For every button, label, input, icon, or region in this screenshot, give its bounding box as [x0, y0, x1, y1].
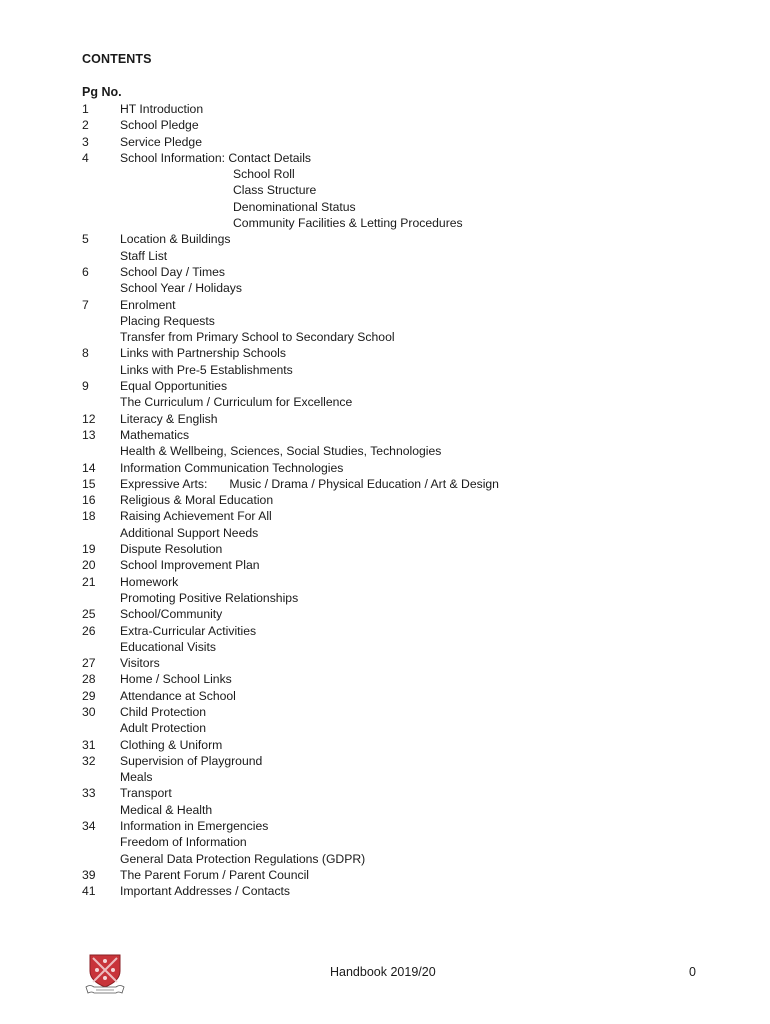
toc-entry-title-text: Medical & Health: [120, 802, 213, 817]
toc-entry-title: [120, 117, 199, 133]
toc-entry-title: [120, 704, 206, 720]
toc-entry: [82, 883, 682, 899]
toc-entry: [82, 688, 682, 704]
toc-page-number: 3: [82, 134, 89, 149]
toc-page-number: 41: [82, 884, 96, 899]
toc-entry-title-text: Promoting Positive Relationships: [120, 590, 299, 605]
toc-page-number: 12: [82, 411, 96, 426]
toc-entry-title-text: Placing Requests: [120, 313, 215, 328]
toc-page-number: 14: [82, 460, 96, 475]
school-crest-icon: [84, 951, 126, 997]
toc-entry-title: [120, 411, 218, 427]
toc-entry-title: [120, 476, 499, 492]
toc-page-number: 15: [82, 476, 96, 491]
toc-entry-title-text: Information in Emergencies: [120, 819, 269, 834]
toc-entry-title-text: Community Facilities & Letting Procedures: [233, 216, 463, 231]
toc-page-number: 9: [82, 379, 89, 394]
toc-entry-title-text: School Year / Holidays: [120, 281, 242, 296]
toc-entry: [82, 623, 682, 639]
toc-page-number: 18: [82, 509, 96, 524]
toc-entry: [82, 671, 682, 687]
toc-entry: [82, 508, 682, 524]
toc-page-number: 8: [82, 346, 89, 361]
toc-entry-title: [120, 378, 227, 394]
toc-entry: [82, 427, 682, 443]
toc-entry-title: [120, 280, 242, 296]
toc-entry-title: [120, 443, 441, 459]
toc-page-number: 29: [82, 688, 96, 703]
toc-entry-title-text: Transfer from Primary School to Secondary School: [120, 330, 395, 345]
toc-entry: [82, 753, 682, 769]
toc-entry-title-text: School Pledge: [120, 118, 199, 133]
toc-entry-title: [120, 623, 256, 639]
toc-entry: [82, 525, 682, 541]
toc-entry: [82, 639, 682, 655]
toc-entry-title-text: Equal Opportunities: [120, 379, 228, 394]
toc-entry-title: [120, 590, 298, 606]
toc-entry-title-text: The Parent Forum / Parent Council: [120, 867, 309, 882]
toc-entry-title-text: Child Protection: [120, 704, 207, 719]
toc-entry: [82, 557, 682, 573]
toc-entry-title-text: Additional Support Needs: [120, 525, 259, 540]
toc-entry-title: [120, 720, 206, 736]
toc-page-number: 39: [82, 867, 96, 882]
toc-entry-title-text: Freedom of Information: [120, 835, 247, 850]
toc-entry-title: [120, 492, 273, 508]
toc-page-number: 1: [82, 102, 89, 116]
toc-page-number: 5: [82, 232, 89, 247]
toc-entry-title-text: Class Structure: [233, 183, 317, 198]
toc-entry: [82, 460, 682, 476]
toc-entry-title: [120, 818, 268, 834]
toc-entry: [82, 411, 682, 427]
toc-page-number: 20: [82, 558, 96, 573]
toc-page-number: 32: [82, 753, 96, 768]
toc-entry-title: [120, 264, 225, 280]
toc-entry: [82, 101, 682, 117]
toc-entry: [82, 134, 682, 150]
toc-entry-title-text: Visitors: [120, 656, 160, 671]
toc-entry-title-text: Health & Wellbeing, Sciences, Social Studies, Technologies: [120, 444, 442, 459]
toc-entry-title: [120, 557, 260, 573]
toc-entry: [82, 492, 682, 508]
toc-entry-title: [120, 231, 230, 247]
toc-entry-title: [120, 150, 311, 166]
toc-entry-title: [120, 769, 153, 785]
toc-entry-title-text: HT Introduction: [120, 102, 204, 116]
toc-page-number: 19: [82, 542, 96, 557]
toc-entry: [82, 606, 682, 622]
toc-page-number: 30: [82, 704, 96, 719]
toc-entry: [82, 737, 682, 753]
toc-entry: [82, 345, 682, 361]
toc-entry-title-text: Denominational Status: [233, 199, 356, 214]
toc-entry-title-text: Homework: [120, 574, 179, 589]
contents-heading: CONTENTS: [82, 52, 152, 66]
toc-entry-title-text: Links with Partnership Schools: [120, 346, 286, 361]
toc-entry: [82, 541, 682, 557]
toc-entry: [82, 704, 682, 720]
toc-entry-title: [233, 182, 316, 198]
toc-page-number: 34: [82, 819, 96, 834]
toc-entry-title: [120, 737, 222, 753]
toc-entry: [82, 769, 682, 785]
toc-entry: [82, 720, 682, 736]
toc-entry: [82, 280, 682, 296]
toc-entry-title: [120, 639, 216, 655]
toc-entry-title-text: Raising Achievement For All: [120, 509, 272, 524]
toc-page-number: 28: [82, 672, 96, 687]
table-of-contents: [82, 101, 682, 900]
toc-entry-title-text: Information Communication Technologies: [120, 460, 344, 475]
toc-entry-title-text: Home / School Links: [120, 672, 232, 687]
toc-page-number: 31: [82, 737, 96, 752]
toc-page-number: 21: [82, 574, 96, 589]
toc-entry: [82, 655, 682, 671]
toc-entry-title-text: Supervision of Playground: [120, 753, 263, 768]
toc-entry-title: [120, 345, 286, 361]
toc-entry: [82, 590, 682, 606]
toc-entry-title: [120, 867, 309, 883]
toc-entry-title-text: Location & Buildings: [120, 232, 231, 247]
toc-entry: [82, 476, 682, 492]
toc-entry-title: [120, 427, 189, 443]
toc-entry-title: [120, 802, 212, 818]
toc-entry: [82, 867, 682, 883]
toc-page-number: 33: [82, 786, 96, 801]
toc-entry: [82, 117, 682, 133]
toc-entry-title-text: School/Community: [120, 607, 223, 622]
toc-entry-title-text: Educational Visits: [120, 639, 216, 654]
toc-entry-title: [120, 101, 203, 117]
toc-entry-title-text: Attendance at School: [120, 688, 236, 703]
toc-entry-title: [120, 606, 222, 622]
toc-entry-title: [120, 362, 293, 378]
toc-entry-title: [120, 883, 290, 899]
toc-entry: [82, 199, 682, 215]
toc-entry: [82, 248, 682, 264]
toc-entry: [82, 574, 682, 590]
toc-entry: [82, 231, 682, 247]
toc-entry-title: [120, 851, 365, 867]
toc-entry: [82, 313, 682, 329]
toc-entry-title: [120, 329, 395, 345]
toc-entry-title: [120, 460, 343, 476]
toc-entry-title-text: School Day / Times: [120, 264, 225, 279]
toc-entry: [82, 443, 682, 459]
footer-page-number: 0: [689, 965, 696, 979]
toc-entry: [82, 215, 682, 231]
toc-entry-title-text: Service Pledge: [120, 134, 202, 149]
toc-entry: [82, 785, 682, 801]
toc-entry-title: [120, 753, 262, 769]
toc-entry-subjects: Music / Drama / Physical Education / Art & Design: [229, 476, 499, 491]
toc-entry-title: [120, 508, 272, 524]
toc-entry-title: [233, 215, 463, 231]
toc-entry: [82, 150, 682, 166]
toc-entry-title-text: Dispute Resolution: [120, 542, 223, 557]
toc-entry: [82, 297, 682, 313]
toc-entry-title: [120, 574, 178, 590]
toc-entry: [82, 834, 682, 850]
toc-entry-title: [120, 541, 222, 557]
toc-page-number: 25: [82, 607, 96, 622]
toc-entry-title-text: Mathematics: [120, 427, 190, 442]
toc-entry-title-text: Meals: [120, 770, 153, 785]
toc-entry-title: [120, 785, 172, 801]
toc-entry-title: [120, 688, 236, 704]
toc-entry-title-text: Literacy & English: [120, 411, 218, 426]
page-number-column-label: Pg No.: [82, 85, 122, 99]
toc-page-number: 6: [82, 264, 89, 279]
toc-entry: [82, 851, 682, 867]
toc-entry-title-text: School Roll: [233, 167, 295, 182]
toc-page-number: 26: [82, 623, 96, 638]
toc-entry: [82, 182, 682, 198]
toc-entry-title: [233, 199, 356, 215]
toc-entry: [82, 394, 682, 410]
toc-entry-title: [120, 655, 160, 671]
toc-entry-title-text: The Curriculum / Curriculum for Excellence: [120, 395, 353, 410]
toc-entry: [82, 329, 682, 345]
toc-entry: [82, 818, 682, 834]
toc-entry-title: [120, 313, 215, 329]
toc-page-number: 2: [82, 118, 89, 133]
toc-entry-title-text: Clothing & Uniform: [120, 737, 223, 752]
toc-entry-title: [120, 297, 176, 313]
toc-page-number: 13: [82, 427, 96, 442]
toc-page-number: 7: [82, 297, 89, 312]
toc-entry-title-text: School Improvement Plan: [120, 558, 260, 573]
toc-entry-title: [120, 671, 232, 687]
footer-handbook-title: Handbook 2019/20: [330, 965, 436, 979]
toc-page-number: 4: [82, 150, 89, 165]
toc-page-number: 16: [82, 493, 96, 508]
toc-entry-title: [120, 525, 258, 541]
toc-entry: [82, 264, 682, 280]
toc-entry-title: [233, 166, 295, 182]
toc-entry-title: [120, 834, 247, 850]
toc-entry-title: [120, 394, 352, 410]
toc-entry-title-text: Adult Protection: [120, 721, 207, 736]
toc-entry-title-text: School Information: Contact Details: [120, 150, 312, 165]
toc-entry: [82, 802, 682, 818]
toc-entry-title-text: Extra-Curricular Activities: [120, 623, 257, 638]
toc-entry: [82, 362, 682, 378]
toc-entry-title: [120, 248, 167, 264]
toc-entry-title-text: Expressive Arts:: [120, 476, 208, 491]
toc-entry-title-text: Staff List: [120, 248, 168, 263]
toc-entry-title-text: General Data Protection Regulations (GDPR): [120, 851, 366, 866]
toc-entry: [82, 166, 682, 182]
toc-entry-title-text: Links with Pre-5 Establishments: [120, 362, 293, 377]
toc-page-number: 27: [82, 656, 96, 671]
toc-entry-title-text: Religious & Moral Education: [120, 493, 274, 508]
toc-entry-title-text: Transport: [120, 786, 172, 801]
toc-entry-title-text: Enrolment: [120, 297, 176, 312]
toc-entry-title: [120, 134, 202, 150]
toc-entry: [82, 378, 682, 394]
toc-entry-title-text: Important Addresses / Contacts: [120, 884, 291, 899]
